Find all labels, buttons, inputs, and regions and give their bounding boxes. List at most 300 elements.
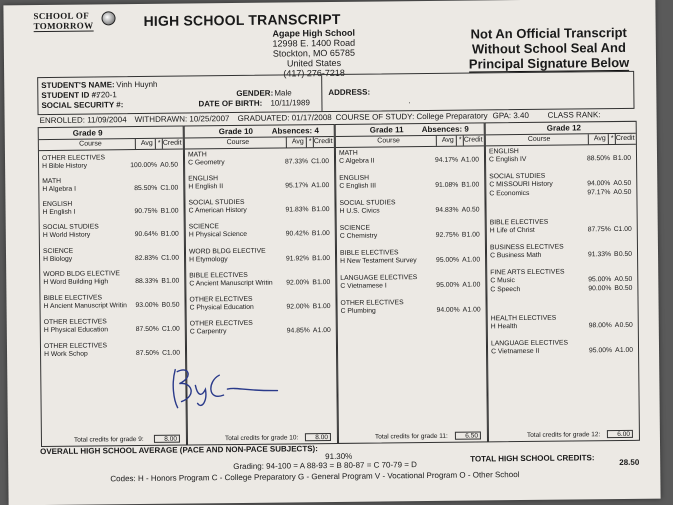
course-letter: C: [311, 158, 317, 166]
grade-column-9: [38, 126, 187, 448]
course-credit: 0.50: [618, 250, 633, 258]
transcript-page: [3, 0, 660, 505]
course-avg: 95.17%: [285, 182, 309, 190]
course-letter: A: [462, 256, 467, 264]
course-credit: 1.00: [465, 156, 480, 164]
course-name: C English IV: [489, 155, 527, 164]
course-letter: C: [161, 254, 167, 262]
course-letter: B: [312, 303, 318, 311]
course-section: [490, 268, 634, 296]
course-credit: 1.00: [619, 346, 634, 354]
student-id: 720-1: [96, 90, 117, 100]
category-label: BIBLE ELECTIVES: [43, 294, 103, 303]
school-name: Agape High School: [272, 27, 356, 39]
course-avg: 88.50%: [586, 155, 611, 163]
star-col-header: *: [610, 135, 614, 143]
course-row: [489, 189, 633, 200]
course-row: [490, 251, 634, 262]
course-letter: B: [312, 255, 317, 263]
course-credit: 1.00: [166, 325, 180, 333]
course-letter: B: [461, 181, 466, 189]
enrolled-date: ENROLLED: 11/09/2004: [39, 115, 127, 126]
course-letter: B: [311, 230, 317, 238]
star-col-header: *: [458, 136, 462, 144]
course-name: H Work Schop: [44, 350, 88, 359]
principal-signature: [167, 360, 288, 411]
course-letter: A: [462, 281, 467, 289]
school-addr1: 12998 E. 1400 Road: [272, 37, 356, 49]
course-col-header: Course: [79, 140, 102, 148]
absences: Absences: 4: [271, 126, 319, 136]
course-letter: C: [160, 184, 166, 192]
course-col-header: Course: [527, 135, 551, 143]
star-col-header: *: [308, 138, 312, 146]
address-label: ADDRESS:: [328, 87, 371, 98]
course-letter: B: [613, 155, 618, 163]
notice-line3: Principal Signature Below: [468, 54, 630, 72]
course-row: [341, 306, 483, 316]
col-divider: [456, 136, 457, 146]
total-credits: 28.50: [619, 457, 640, 468]
course-letter: A: [613, 180, 618, 188]
course-section: [339, 173, 481, 191]
course-row: [43, 208, 181, 218]
course-row: [43, 231, 181, 241]
course-row: [190, 327, 333, 337]
course-credit: 1.00: [317, 303, 331, 311]
course-letter: B: [160, 207, 166, 215]
category-label: MATH: [42, 177, 62, 186]
course-of-study: COURSE OF STUDY: College Preparatory: [335, 111, 488, 122]
course-avg: 90.75%: [134, 207, 158, 216]
course-credit: 0.50: [166, 301, 180, 309]
unofficial-notice: [464, 25, 634, 72]
course-row: [189, 255, 332, 265]
course-credit: 1.00: [467, 306, 481, 314]
course-letter: A: [614, 321, 620, 330]
course-avg: 90.42%: [285, 230, 309, 238]
category-label: LANGUAGE ELECTIVES: [340, 274, 418, 282]
course-name: C Vietnamese I: [340, 282, 387, 290]
course-section: [189, 222, 332, 240]
star-col-header: *: [157, 139, 161, 147]
course-row: [189, 206, 332, 216]
grade-total: [188, 432, 337, 445]
grading-scale: Grading: 94-100 = A 88-93 = B 80-87 = C 70-79 = D: [233, 460, 417, 472]
course-credit: 0.50: [164, 161, 179, 169]
course-section: [490, 243, 634, 262]
category-label: MATH: [338, 149, 358, 157]
course-row: [43, 278, 181, 288]
course-credit: 0.50: [618, 179, 632, 188]
school-phone: (417) 276-7218: [283, 67, 345, 79]
course-letter: A: [614, 275, 619, 284]
total-credits-label: TOTAL HIGH SCHOOL CREDITS:: [470, 453, 595, 464]
course-section: [189, 271, 332, 289]
col-divider: [306, 137, 307, 147]
course-section: [340, 273, 482, 291]
course-letter: A: [311, 182, 316, 190]
category-label: BIBLE ELECTIVES: [339, 249, 399, 257]
col-divider: [436, 136, 437, 146]
course-credit: 1.00: [316, 206, 330, 214]
course-avg: 94.00%: [587, 180, 611, 188]
gender-label: GENDER:: [236, 88, 274, 98]
notice-line2: Without School Seal And: [471, 39, 626, 57]
grade-label: Grade 9: [72, 128, 103, 138]
course-avg: 87.50%: [135, 349, 160, 358]
course-credit: 1.00: [166, 349, 181, 357]
course-letter: C: [161, 325, 167, 333]
course-avg: 95.00%: [588, 276, 612, 284]
category-label: OTHER ELECTIVES: [189, 295, 253, 304]
course-name: C Physical Education: [189, 303, 254, 312]
total-credits-grade: 6.50: [455, 431, 481, 439]
category-label: BIBLE ELECTIVES: [189, 271, 248, 280]
course-section: [189, 295, 332, 313]
category-label: ENGLISH: [42, 200, 73, 209]
course-section: [188, 150, 331, 168]
avg-col-header: Avg: [441, 136, 454, 144]
total-credits-grade: 6.00: [607, 430, 633, 438]
course-avg: 82.83%: [134, 254, 159, 263]
dob-value: 10/11/1989: [270, 98, 310, 108]
course-avg: 91.92%: [285, 255, 310, 263]
course-row: [42, 185, 180, 195]
category-label: ENGLISH: [188, 175, 219, 183]
category-label: SOCIAL STUDIES: [339, 199, 396, 207]
course-name: C Speech: [490, 286, 521, 294]
course-credit: 1.00: [166, 277, 180, 285]
course-avg: 92.00%: [286, 279, 310, 287]
course-section: [44, 318, 182, 336]
course-row: [188, 182, 331, 192]
course-credit: 1.00: [618, 225, 632, 233]
course-name: H Word Building High: [43, 278, 109, 287]
notice-line1: Not An Official Transcript: [470, 24, 627, 42]
course-letter: A: [461, 206, 467, 214]
category-label: OTHER ELECTIVES: [340, 299, 404, 307]
course-avg: 95.00%: [436, 281, 460, 289]
school-of-tomorrow-logo: [33, 10, 115, 37]
student-info-box: [37, 71, 634, 115]
logo-line2: TOMORROW: [33, 20, 94, 32]
course-row: [43, 255, 181, 265]
course-avg: 87.50%: [135, 325, 159, 334]
course-row: [491, 322, 635, 333]
course-row: [188, 158, 331, 168]
category-label: WORD BLDG ELECTIVE: [188, 247, 266, 256]
course-section: [43, 247, 181, 265]
course-name: H Physical Education: [43, 326, 109, 335]
program-codes: Codes: H - Honors Program C - College Preparatory G - General Program V - Vocational Program O - Other School: [110, 470, 520, 484]
course-name: H Life of Christ: [489, 226, 535, 235]
course-letter: B: [311, 206, 317, 214]
course-avg: 93.00%: [135, 301, 159, 310]
credit-col-header: Credit: [162, 139, 182, 147]
category-label: FINE ARTS ELECTIVES: [490, 268, 565, 277]
category-label: OTHER ELECTIVES: [43, 318, 107, 327]
course-letter: A: [462, 306, 468, 314]
graduated-date: GRADUATED: 01/17/2008: [237, 112, 332, 123]
course-avg: 94.17%: [434, 156, 459, 164]
total-label: Total credits for grade 11:: [374, 432, 448, 441]
course-name: C American History: [188, 206, 247, 215]
course-row: [340, 281, 482, 291]
course-credit: 1.00: [316, 230, 330, 238]
category-label: MATH: [187, 151, 207, 159]
course-section: [489, 147, 633, 166]
course-section: [489, 172, 633, 200]
course-avg: 87.33%: [284, 158, 309, 166]
course-credit: 0.50: [618, 188, 632, 196]
total-label: Total credits for grade 12:: [526, 431, 601, 439]
course-credit: 1.00: [317, 327, 331, 335]
course-section: [189, 247, 332, 265]
avg-col-header: Avg: [593, 135, 606, 143]
course-letter: C: [613, 225, 619, 234]
grades-table: [38, 121, 639, 447]
course-letter: A: [312, 327, 318, 335]
course-credit: 1.00: [165, 254, 180, 262]
course-name: C Ancient Manuscript Writin: [189, 279, 273, 288]
course-avg: 100.00%: [130, 161, 158, 170]
course-section: [43, 223, 181, 241]
course-letter: B: [312, 279, 317, 287]
course-avg: 94.83%: [435, 206, 459, 214]
course-row: [189, 279, 332, 289]
course-name: H Bible History: [42, 162, 88, 171]
course-avg: 87.75%: [587, 226, 611, 234]
course-name: H New Testament Survey: [340, 257, 417, 265]
course-row: [44, 350, 182, 360]
course-section: [340, 223, 482, 241]
course-letter: B: [614, 284, 619, 293]
course-row: [340, 231, 482, 241]
course-name: C Plumbing: [340, 307, 376, 315]
course-name: H English I: [42, 208, 76, 217]
course-row: [44, 326, 182, 336]
school-address-block: [259, 28, 370, 79]
credit-col-header: Credit: [313, 137, 333, 146]
school-addr2: Stockton, MO 65785: [272, 47, 355, 59]
category-label: SOCIAL STUDIES: [489, 172, 546, 181]
course-section: [42, 154, 180, 172]
credit-col-header: Credit: [463, 136, 483, 144]
course-letter: A: [461, 156, 466, 164]
category-label: SOCIAL STUDIES: [188, 198, 245, 207]
category-label: SOCIAL STUDIES: [42, 223, 99, 232]
course-section: [43, 294, 181, 312]
course-name: C Business Math: [490, 251, 542, 260]
absences: Absences: 9: [421, 124, 469, 135]
course-section: [190, 319, 333, 337]
course-section: [42, 200, 180, 218]
course-credit: 1.00: [467, 281, 481, 289]
grade-label: Grade 12: [546, 123, 582, 133]
course-col-header: Course: [377, 137, 400, 145]
course-name: H Health: [490, 323, 518, 331]
course-name: C Carpentry: [189, 328, 227, 336]
student-name: Vinh Huynh: [116, 79, 158, 90]
grade-column-11: [335, 122, 488, 444]
withdrawn-date: WITHDRAWN: 10/25/2007: [134, 114, 230, 125]
id-label: STUDENT ID #:: [41, 90, 99, 101]
course-name: C Economics: [489, 189, 530, 198]
category-label: LANGUAGE ELECTIVES: [490, 339, 569, 348]
col-divider: [588, 134, 589, 144]
course-credit: 1.00: [165, 230, 179, 238]
course-avg: 90.00%: [588, 285, 612, 293]
course-row: [489, 155, 633, 166]
globe-icon: [101, 11, 115, 25]
course-row: [340, 256, 482, 266]
course-credit: 1.00: [315, 158, 330, 166]
course-avg: 92.00%: [286, 303, 310, 311]
course-letter: B: [614, 250, 619, 259]
course-section: [491, 339, 635, 358]
course-row: [339, 156, 481, 166]
name-label: STUDENT'S NAME:: [41, 80, 115, 91]
col-divider: [608, 134, 609, 144]
course-section: [340, 248, 482, 266]
course-credit: 0.50: [619, 275, 633, 283]
course-avg: 91.08%: [435, 181, 459, 189]
credit-col-header: Credit: [615, 134, 635, 143]
course-name: H Etymology: [189, 256, 228, 264]
address-value: .: [408, 96, 411, 106]
course-credit: 1.00: [316, 182, 330, 190]
course-name: H Biology: [43, 255, 73, 264]
course-avg: 88.33%: [135, 277, 159, 286]
course-credit: 0.50: [466, 206, 480, 214]
course-row: [490, 285, 634, 296]
course-credit: 1.00: [317, 279, 331, 287]
course-avg: 90.64%: [134, 230, 158, 239]
overall-average-label: OVERALL HIGH SCHOOL AVERAGE (PACE AND NON-PACE SUBJECTS):: [40, 444, 318, 457]
course-section: [491, 314, 635, 333]
course-name: H Ancient Manuscript Writin: [43, 302, 127, 311]
course-letter: C: [162, 349, 168, 357]
course-avg: 95.00%: [588, 347, 613, 355]
category-label: SCIENCE: [339, 224, 371, 232]
avg-col-header: Avg: [140, 139, 153, 147]
page-title: HIGH SCHOOL TRANSCRIPT: [143, 10, 341, 29]
course-credit: 1.00: [617, 154, 632, 163]
course-row: [44, 302, 182, 312]
course-name: C English III: [339, 182, 377, 190]
course-list: [39, 150, 186, 435]
category-label: OTHER ELECTIVES: [43, 342, 108, 351]
course-name: C Vietnamese II: [491, 347, 540, 356]
total-label: Total credits for grade 9:: [73, 435, 144, 444]
category-label: BUSINESS ELECTIVES: [489, 243, 564, 252]
course-row: [340, 206, 482, 216]
course-list: [336, 146, 487, 432]
total-credits-grade: 8.00: [154, 435, 180, 443]
grade-column-12: [485, 121, 640, 443]
gender-value: Male: [274, 88, 292, 98]
grade-total: [339, 430, 487, 443]
course-credit: 1.00: [466, 256, 481, 264]
grade-total: [489, 429, 639, 442]
course-credit: 1.00: [165, 207, 179, 215]
col-divider: [286, 137, 287, 147]
total-label: Total credits for grade 10:: [224, 434, 299, 443]
course-row: [490, 226, 634, 237]
course-letter: A: [615, 346, 620, 355]
course-name: H English II: [188, 183, 224, 191]
course-credit: 1.00: [316, 255, 331, 263]
category-label: HEALTH ELECTIVES: [490, 314, 557, 323]
course-name: C MISSOURI History: [489, 180, 553, 189]
course-col-header: Course: [226, 138, 250, 147]
course-letter: A: [160, 161, 165, 169]
category-label: OTHER ELECTIVES: [41, 154, 106, 163]
course-section: [339, 148, 481, 166]
course-name: C Chemistry: [339, 232, 378, 240]
school-addr3: United States: [286, 57, 342, 69]
course-name: C Geometry: [188, 159, 225, 167]
course-avg: 95.00%: [435, 256, 460, 264]
ssn-label: SOCIAL SECURITY #:: [41, 100, 124, 111]
course-avg: 98.00%: [588, 322, 612, 330]
course-section: [43, 270, 181, 288]
course-section: [490, 218, 634, 237]
course-section: [44, 342, 182, 360]
course-avg: 91.83%: [285, 206, 309, 214]
course-row: [491, 347, 635, 358]
grade-total: [42, 434, 186, 447]
course-avg: 94.00%: [436, 306, 460, 314]
course-section: [188, 198, 331, 216]
course-section: [339, 198, 481, 216]
course-avg: 92.75%: [435, 231, 459, 239]
dob-label: DATE OF BIRTH:: [198, 98, 263, 109]
category-label: ENGLISH: [488, 148, 519, 156]
course-credit: 0.50: [619, 321, 633, 329]
course-letter: A: [613, 189, 618, 197]
course-letter: B: [161, 301, 167, 309]
course-row: [190, 303, 333, 313]
course-section: [188, 174, 331, 192]
grade-label: Grade 10: [218, 126, 254, 137]
category-label: ENGLISH: [339, 174, 370, 182]
overall-average: 91.30%: [325, 451, 353, 462]
course-credit: 0.50: [619, 284, 633, 292]
class-rank: CLASS RANK:: [547, 110, 601, 120]
col-divider: [135, 139, 136, 149]
category-label: WORD BLDG ELECTIVE: [43, 270, 120, 279]
course-section: [42, 177, 180, 195]
course-name: H Physical Science: [188, 230, 248, 239]
course-letter: B: [160, 230, 166, 238]
course-name: H U.S. Civics: [339, 207, 380, 215]
address-divider: [321, 75, 322, 111]
course-letter: B: [461, 231, 467, 239]
course-letter: B: [161, 277, 166, 285]
col-divider: [155, 139, 156, 149]
category-label: BIBLE ELECTIVES: [489, 218, 549, 227]
course-avg: 85.50%: [134, 184, 158, 193]
course-name: C Music: [490, 277, 515, 285]
course-name: H Algebra I: [42, 185, 77, 194]
course-row: [189, 230, 332, 240]
course-credit: 1.00: [466, 231, 480, 239]
course-credit: 1.00: [466, 181, 480, 189]
logo-line1: SCHOOL OF: [33, 10, 90, 22]
course-section: [341, 298, 483, 316]
